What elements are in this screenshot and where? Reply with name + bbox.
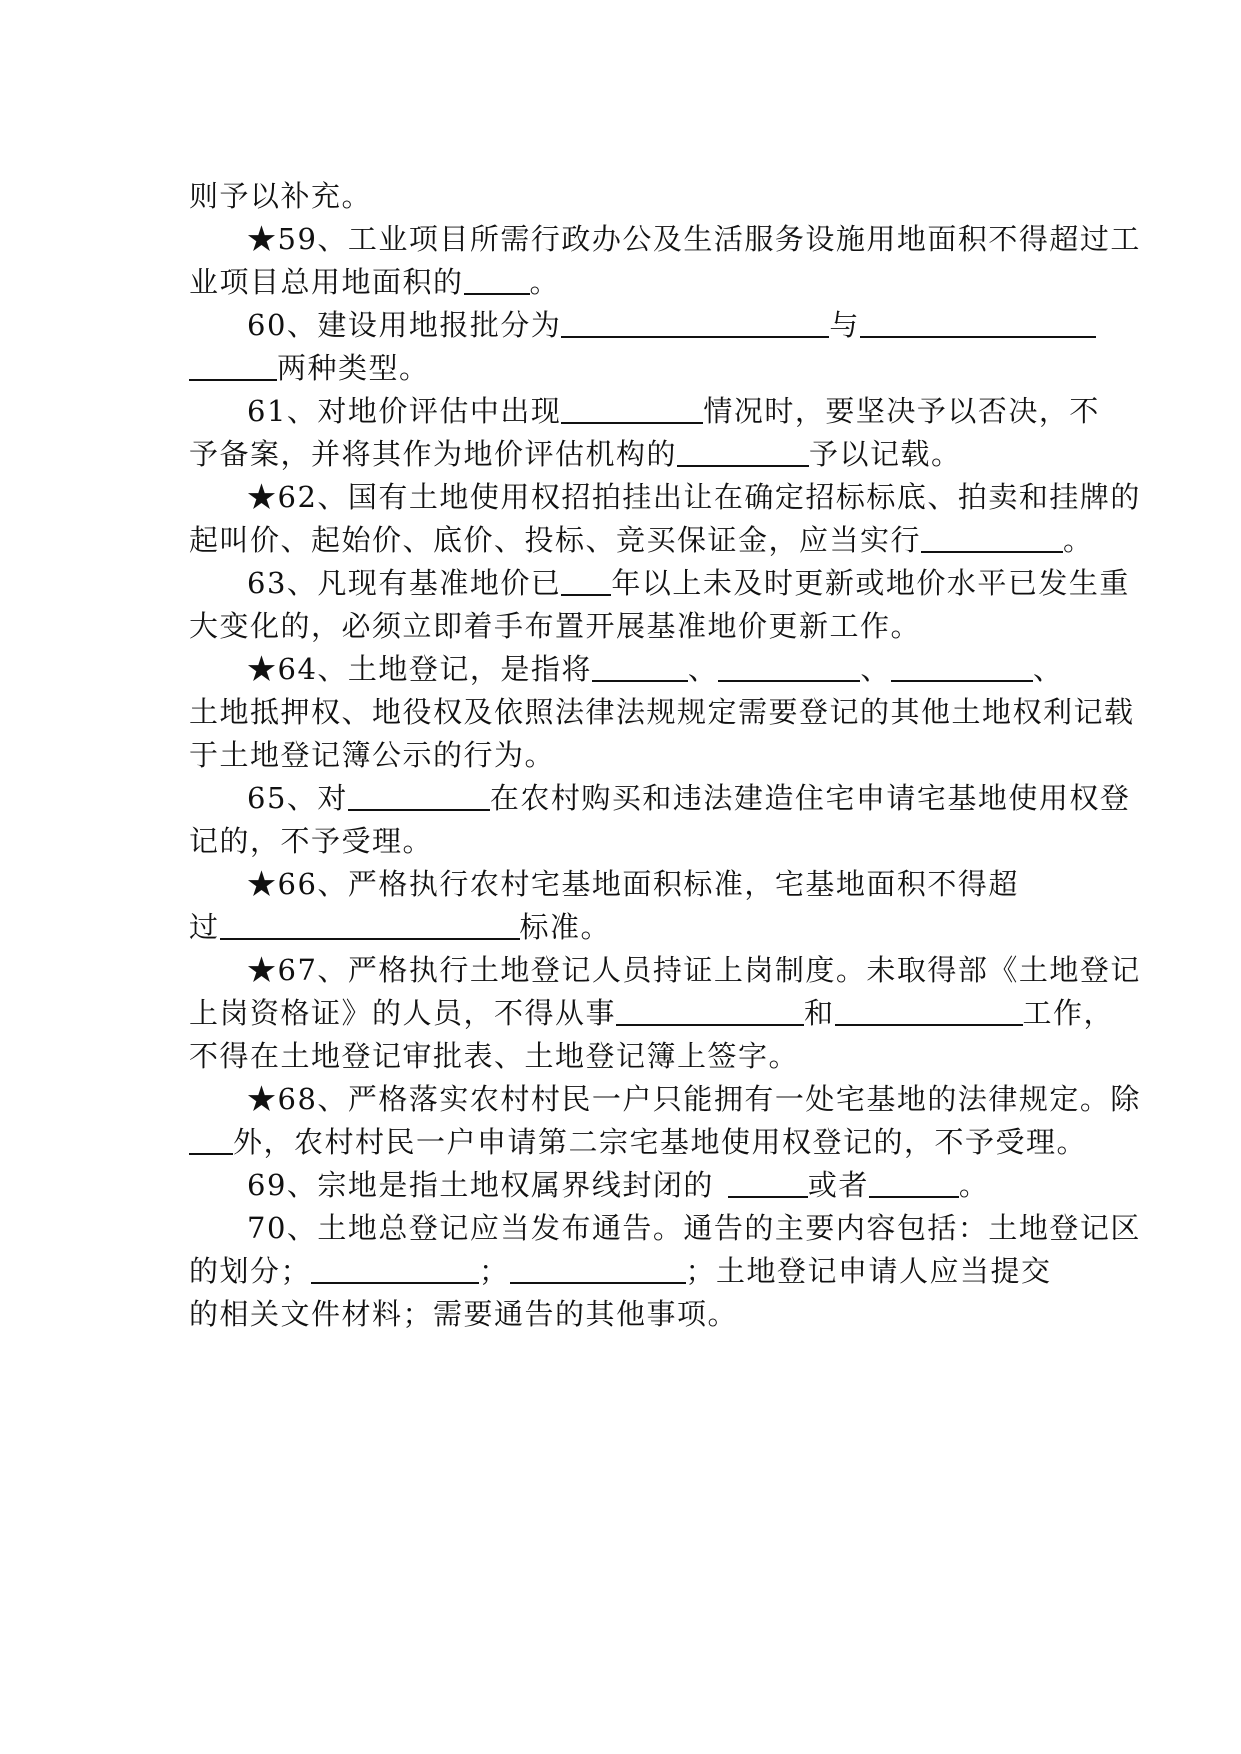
text: 记的，不予受理。 (189, 824, 434, 858)
answer-blank[interactable] (561, 392, 703, 424)
text: 69、宗地是指土地权属界线封闭的 (247, 1168, 714, 1202)
question-64-line-2 (189, 688, 1135, 736)
text: 、 (860, 652, 891, 686)
question-61-line-1 (247, 387, 1100, 435)
question-66-line-1 (247, 860, 1079, 908)
text: 则予以补充。 (189, 179, 373, 213)
text: 大变化的，必须立即着手布置开展基准地价更新工作。 (189, 609, 922, 643)
text: 。 (1063, 523, 1094, 557)
text: 于土地登记簿公示的行为。 (189, 738, 556, 772)
text: 65、对 (247, 781, 348, 815)
text: 起叫价、起始价、底价、投标、竞买保证金，应当实行 (189, 523, 922, 557)
text: 上岗资格证》的人员，不得从事 (189, 996, 617, 1030)
text: 61、对地价评估中出现 (247, 394, 562, 428)
text: 外，农村村民一户申请第二宗宅基地使用权登记的，不予受理。 (233, 1125, 1088, 1159)
text: ；土地登记申请人应当提交 (685, 1254, 1052, 1288)
text: ； (479, 1254, 510, 1288)
answer-blank[interactable] (189, 349, 277, 381)
text: 年以上未及时更新或地价水平已发生重 (611, 566, 1130, 600)
text: 的划分； (189, 1254, 312, 1288)
answer-blank[interactable] (718, 650, 860, 682)
question-66-line-2 (189, 903, 1079, 951)
question-62-line-1 (247, 473, 1141, 521)
question-70-line-3 (189, 1290, 1079, 1338)
question-67-line-3 (189, 1032, 1079, 1080)
text: 。 (958, 1168, 990, 1202)
text: 在农村购买和违法建造住宅申请宅基地使用权登 (489, 781, 1131, 815)
text: 两种类型。 (277, 351, 430, 385)
text: 、 (1032, 652, 1064, 686)
question-64-line-1 (247, 645, 1079, 693)
question-64-line-3 (189, 731, 1079, 779)
text: 情况时，要坚决予以否决，不 (703, 394, 1100, 428)
text: ★59、工业项目所需行政办公及生活服务设施用地面积不得超过工 (247, 222, 1141, 256)
question-63-line-2 (189, 602, 1079, 650)
text: 。 (529, 265, 561, 299)
question-59-line-1 (247, 215, 1141, 263)
answer-blank[interactable] (728, 1166, 808, 1198)
text: 不得在土地登记审批表、土地登记簿上签字。 (189, 1039, 800, 1073)
answer-blank[interactable] (891, 650, 1033, 682)
question-70-line-1 (247, 1204, 1141, 1252)
text: ★66、严格执行农村宅基地面积标准，宅基地面积不得超 (247, 867, 1019, 901)
text: 63、凡现有基准地价已 (247, 566, 562, 600)
answer-blank[interactable] (835, 994, 1023, 1026)
text: 予以记载。 (809, 437, 962, 471)
answer-blank[interactable] (561, 564, 611, 596)
question-59-line-2 (189, 258, 1079, 306)
text: ★67、严格执行土地登记人员持证上岗制度。未取得部《土地登记 (247, 953, 1141, 987)
question-70-line-2 (189, 1247, 1079, 1295)
text: 予备案，并将其作为地价评估机构的 (189, 437, 678, 471)
answer-blank[interactable] (677, 435, 809, 467)
text: 业项目总用地面积的 (189, 265, 464, 299)
question-67-line-1 (247, 946, 1141, 994)
text: 和 (804, 996, 835, 1030)
answer-blank[interactable] (561, 306, 829, 338)
question-65-line-1 (247, 774, 1131, 822)
answer-blank[interactable] (869, 1166, 959, 1198)
text: 60、建设用地报批分为 (247, 308, 562, 342)
text: 土地抵押权、地役权及依照法律法规规定需要登记的其他土地权利记载 (189, 695, 1135, 729)
question-62-line-2 (189, 516, 1094, 564)
answer-blank[interactable] (189, 1123, 233, 1155)
text: 过 (189, 910, 220, 944)
answer-blank[interactable] (311, 1252, 479, 1284)
text: 与 (829, 308, 860, 342)
question-63-line-1 (247, 559, 1130, 607)
text: 工作， (1022, 996, 1115, 1030)
answer-blank[interactable] (510, 1252, 686, 1284)
text: ★62、国有土地使用权招拍挂出让在确定招标标底、拍卖和挂牌的 (247, 480, 1141, 514)
answer-blank[interactable] (860, 306, 1096, 338)
question-68-line-2 (189, 1118, 1088, 1166)
answer-blank[interactable] (348, 779, 490, 811)
answer-blank[interactable] (592, 650, 688, 682)
question-60-line-2 (189, 344, 1079, 392)
question-67-line-2 (189, 989, 1115, 1037)
question-69-line-1 (247, 1161, 1079, 1209)
question-60-line-1 (247, 301, 1079, 349)
paragraph-58-tail (189, 172, 1079, 220)
text: ★64、土地登记，是指将 (247, 652, 592, 686)
answer-blank[interactable] (464, 263, 530, 295)
answer-blank[interactable] (220, 908, 520, 940)
answer-blank[interactable] (616, 994, 804, 1026)
text: ★68、严格落实农村村民一户只能拥有一处宅基地的法律规定。除 (247, 1082, 1141, 1116)
question-65-line-2 (189, 817, 1079, 865)
question-68-line-1 (247, 1075, 1141, 1123)
text: 的相关文件材料；需要通告的其他事项。 (189, 1297, 739, 1331)
text: 标准。 (519, 910, 612, 944)
text: 或者 (807, 1168, 869, 1202)
text: 70、土地总登记应当发布通告。通告的主要内容包括：土地登记区 (247, 1211, 1141, 1245)
question-61-line-2 (189, 430, 1079, 478)
answer-blank[interactable] (921, 521, 1063, 553)
text: 、 (687, 652, 719, 686)
